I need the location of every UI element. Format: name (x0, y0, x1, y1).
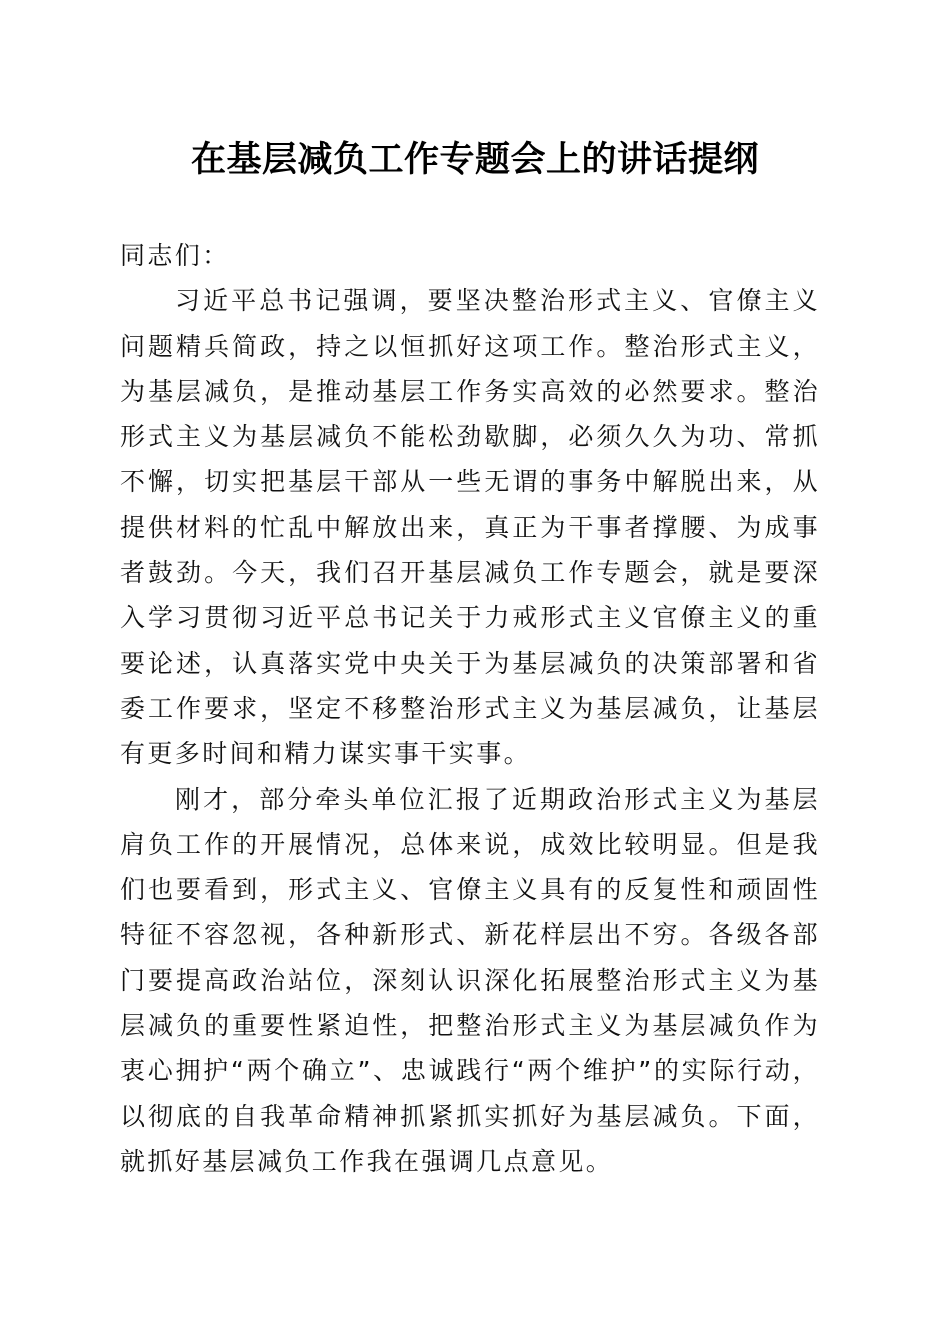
paragraph: 习近平总书记强调，要坚决整治形式主义、官僚主义问题精兵简政，持之以恒抓好这项工作。整治形式主义，为基层减负，是推动基层工作务实高效的必然要求。整治形式主义为基层减负不能松劲歇脚，必须久久为功、常抓不懈，切实把基层干部从一些无谓的事务中解脱出来，从提供材料的忙乱中解放出来，真正为干事者撑腰、为成事者鼓劲。今天，我们召开基层减负工作专题会，就是要深入学习贯彻习近平总书记关于力戒形式主义官僚主义的重要论述，认真落实党中央关于为基层减负的决策部署和省委工作要求，坚定不移整治形式主义为基层减负，让基层有更多时间和精力谋实事干实事。 (120, 286, 820, 769)
document-body (120, 233, 820, 1184)
salutation: 同志们： (120, 241, 230, 270)
paragraph: 刚才，部分牵头单位汇报了近期政治形式主义为基层肩负工作的开展情况，总体来说，成效比较明显。但是我们也要看到，形式主义、官僚主义具有的反复性和顽固性特征不容忽视，各种新形式、新花样层出不穷。各级各部门要提高政治站位，深刻认识深化拓展整治形式主义为基层减负的重要性紧迫性，把整治形式主义为基层减负作为衷心拥护“两个确立”、忠诚践行“两个维护”的实际行动，以彻底的自我革命精神抓紧抓实抓好为基层减负。下面，就抓好基层减负工作我在强调几点意见。 (120, 784, 820, 1176)
document-title: 在基层减负工作专题会上的讲话提纲 (190, 139, 759, 180)
